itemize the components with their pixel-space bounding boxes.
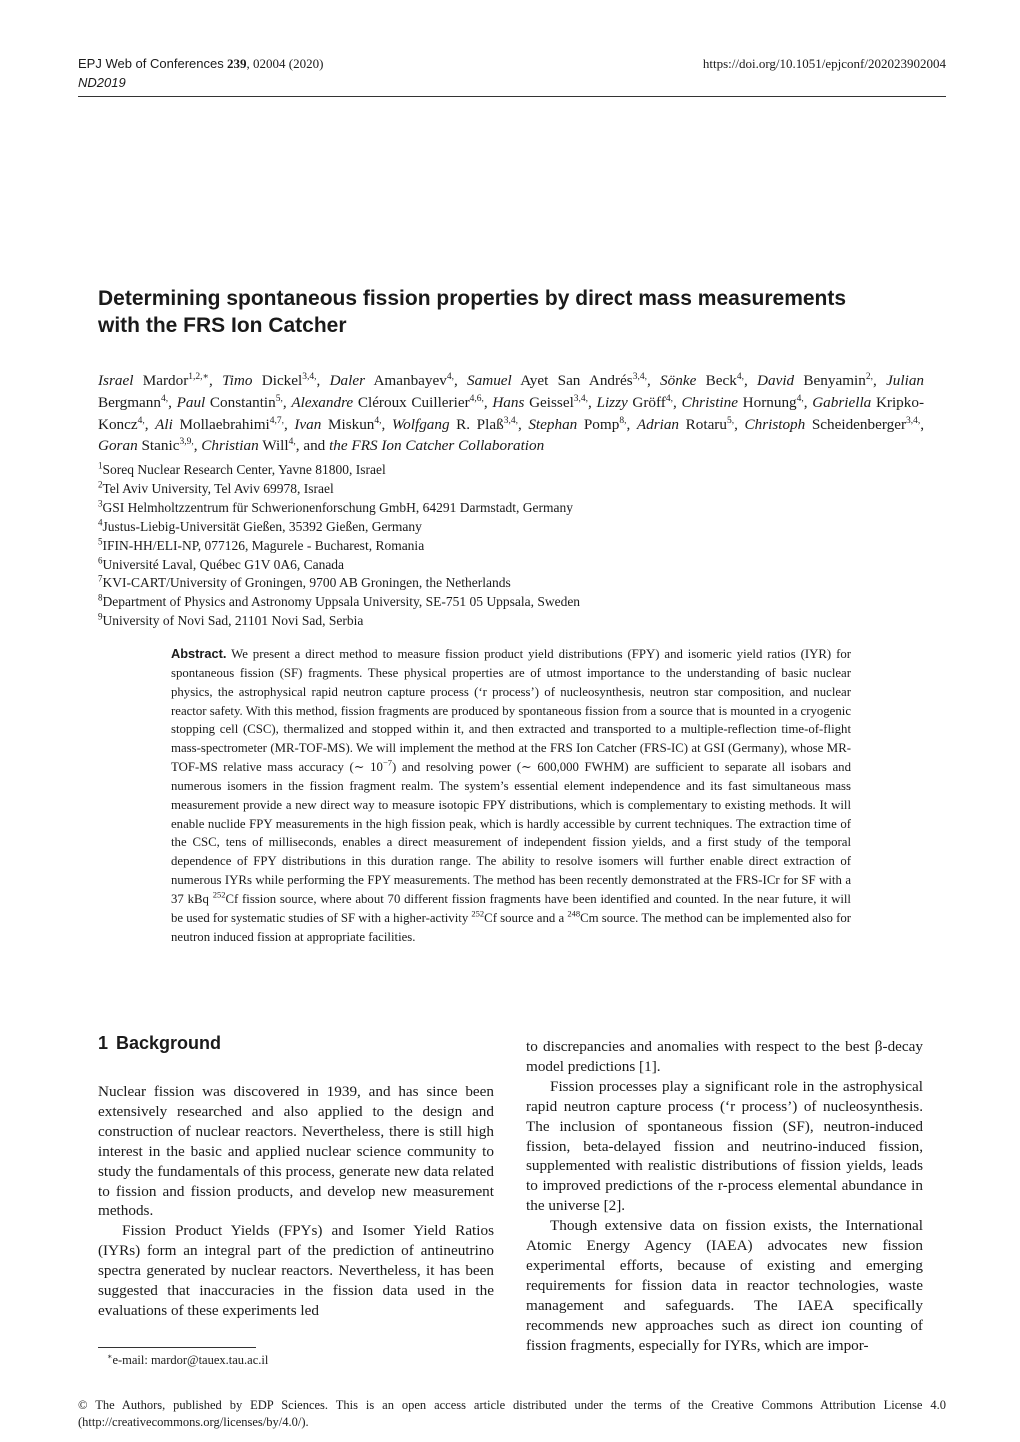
author	[660, 372, 744, 389]
author-first-name: Ali	[155, 415, 173, 433]
author-affiliation-mark: 8,	[619, 415, 627, 426]
body-paragraph: Though extensive data on fission exists, the International Atomic Energy Agency (IAEA) advocates new fission experimental efforts, because of existing and emerging requirements for fission data in reactor technologies, waste management and safeguards. The IAEA specifically recommends new approaches such as direct ion counting of fission fragments, especially for IYRs, which are impor-	[526, 1217, 923, 1354]
affiliation-number: 8	[98, 592, 103, 603]
journal-name: EPJ Web of Conferences	[78, 56, 224, 71]
author-last-name: Ayet San Andrés	[520, 372, 633, 389]
section-title: Background	[116, 1033, 222, 1053]
affiliation-text: Soreq Nuclear Research Center, Yavne 81800, Israel	[102, 462, 386, 477]
affiliation-text: KVI-CART/University of Groningen, 9700 AB Groningen, the Netherlands	[102, 575, 511, 591]
author	[222, 372, 316, 389]
author-first-name: Julian	[886, 372, 925, 389]
author-affiliation-mark: 4,	[736, 371, 744, 382]
author-first-name: Daler	[329, 372, 365, 389]
author-last-name: Dickel	[261, 372, 303, 389]
collaboration-name: the FRS Ion Catcher Collaboration	[329, 437, 545, 455]
author-last-name: Will	[262, 437, 289, 455]
author-first-name: Alexandre	[291, 393, 354, 411]
affiliation-number: 9	[98, 611, 103, 622]
affiliation	[98, 480, 580, 499]
author	[681, 394, 803, 411]
author	[98, 437, 194, 454]
author	[98, 372, 209, 389]
affiliation-text: University of Novi Sad, 21101 Novi Sad, Serbia	[102, 613, 364, 629]
author-last-name: Mardor	[142, 372, 189, 389]
body-paragraph: Nuclear fission was discovered in 1939, and has since been extensively researched and also applied to the design and construction of nuclear reactors. Nevertheless, there is still high interest in the basic and applied nuclear science community to study the fundamentals of this process, generate new data related to fission and fission products, and develop new measurement methods.	[98, 1083, 494, 1220]
author-affiliation-mark: 4,	[374, 415, 382, 426]
footnote-email[interactable]: e-mail: mardor@tauex.tau.ac.il	[112, 1353, 269, 1368]
body-paragraph: Fission processes play a significant role in the astrophysical rapid neutron capture process (‘r process’) of nucleosynthesis. The inclusion of spontaneous fission (SF), neutron-induced fission, beta-delayed fission and neutrino-induced fission, supplemented with realistic distributions of fission yields, leads to improved predictions of the r-process elemental abundance in the universe [2].	[526, 1077, 923, 1215]
author-affiliation-mark: 3,4,	[573, 393, 589, 404]
author-first-name: Paul	[176, 393, 206, 411]
author-last-name: Stanic	[141, 437, 180, 455]
article-number: , 02004 (2020)	[246, 56, 324, 71]
author-affiliation-mark: 3,4,	[632, 371, 647, 382]
abstract	[171, 645, 851, 947]
abstract-superscript: 252	[471, 908, 485, 919]
author-last-name: Constantin	[209, 393, 276, 411]
abstract-text: Cm source. The method can be implemented also for neutron induced fission at appropriate facilities.	[171, 910, 851, 944]
author-affiliation-mark: 3,4,	[302, 371, 317, 382]
footnote-divider	[98, 1347, 256, 1348]
affiliation-number: 7	[98, 573, 103, 584]
footnote	[107, 1352, 268, 1368]
author	[492, 394, 588, 411]
author	[201, 437, 295, 454]
author-affiliation-mark: 1,2,∗	[188, 371, 209, 382]
author-affiliation-mark: 4,	[665, 393, 673, 404]
author-affiliation-mark: 3,9,	[179, 437, 194, 448]
author	[155, 416, 284, 433]
author-last-name: Gröff	[632, 393, 666, 411]
affiliation-text: Justus-Liebig-Universität Gießen, 35392 Gießen, Germany	[102, 518, 422, 534]
author-first-name: Israel	[98, 372, 134, 389]
author-last-name: Beck	[705, 372, 737, 389]
author-last-name: Rotaru	[685, 415, 727, 433]
affiliation-number: 1	[98, 460, 103, 471]
author-affiliation-mark: 5,	[275, 393, 283, 404]
journal-volume: 239	[226, 56, 247, 71]
abstract-text: ) and resolving power (∼ 600,000 FWHM) are sufficient to separate all isobars and numerous isomers in the fission fragment realm. The system’s essential element independence and its fast simultaneous mass measurement provide a new direct way to measure isotopic FPY distributions, which is complementary to existing methods. It will enable nuclide FPY measurements in the high fission peak, which is hardly accessible by current techniques. The extraction time of the CSC, tens of milliseconds, enables a direct measurement of independent fission yields, and a first study of the temporal dependence of FPY distributions in this duration range. The ability to resolve isomers will further enable direct extraction of numerous IYRs while performing the FPY measurements. The method has been recently demonstrated at the FRS-ICr for SF with a 37 kBq	[171, 760, 851, 906]
running-header	[78, 56, 946, 90]
affiliation	[98, 556, 580, 575]
author	[467, 372, 647, 389]
author	[392, 416, 518, 433]
affiliation-list	[98, 461, 580, 631]
section-number: 1	[98, 1033, 109, 1053]
abstract-text: Cf source and a	[484, 910, 568, 925]
body-column-left	[98, 1082, 494, 1321]
footnote-mark: ∗	[107, 1352, 113, 1361]
affiliation-number: 4	[98, 517, 103, 528]
abstract-superscript: 252	[212, 889, 226, 900]
author-last-name: Benyamin	[803, 372, 866, 389]
author	[291, 394, 484, 411]
author-affiliation-mark: 4,7,	[269, 415, 284, 426]
affiliation-number: 3	[98, 498, 103, 509]
author-affiliation-mark: 4,	[161, 393, 169, 404]
doi-link[interactable]: https://doi.org/10.1051/epjconf/202023902004	[702, 56, 946, 71]
author-last-name: Cléroux Cuillerier	[357, 393, 470, 411]
author-last-name: Amanbayev	[373, 372, 447, 389]
affiliation	[98, 612, 580, 631]
affiliation	[98, 574, 580, 593]
author-affiliation-mark: 2,	[865, 371, 873, 382]
author-first-name: Adrian	[636, 415, 680, 433]
affiliation	[98, 593, 580, 612]
affiliation-text: Tel Aviv University, Tel Aviv 69978, Israel	[102, 480, 334, 496]
author-affiliation-mark: 5,	[726, 415, 735, 426]
author-first-name: Stephan	[528, 415, 578, 433]
author-last-name: Miskun	[327, 415, 375, 433]
author-affiliation-mark: 3,4,	[503, 415, 518, 426]
body-paragraph: Fission Product Yields (FPYs) and Isomer Yield Ratios (IYRs) form an integral part of the prediction of antineutrino spectra generated by nuclear reactors. Nevertheless, it has been suggested that inaccuracies in the fission data used in the evaluations of these experiments led	[98, 1222, 494, 1319]
author	[757, 372, 873, 389]
body-paragraph: to discrepancies and anomalies with respect to the best β-decay model predictions [1].	[526, 1038, 923, 1075]
author-first-name: Wolfgang	[391, 415, 450, 433]
author	[637, 416, 734, 433]
author-last-name: Hornung	[742, 393, 797, 411]
affiliation-number: 6	[98, 555, 103, 566]
author-last-name: Scheidenberger	[811, 415, 907, 433]
abstract-superscript: 248	[567, 908, 581, 919]
author	[177, 394, 283, 411]
author-last-name: R. Plaß	[456, 415, 504, 433]
author-affiliation-mark: 4,	[446, 371, 454, 382]
author-list: Israel Mardor$^{1,2,∗}$, Timo Dickel$^{3,4,}$, Daler Amanbayev$^{4,}$, Samuel Ayet San Andrés$^{3,4,}$, Sönke Beck$^{4,}$, David Benyamin$^{2,}$, Julian Bergmann$^{4,}$, Paul Constantin$^{5,}$, Alexandre Cléroux Cuillerier$^{4,6,}$, Hans Geissel$^{3,4,}$, Lizzy Gröff$^{4,}$, Christine Hornung$^{4,}$, Gabriella Kripko-Koncz$^{4,}$, Ali Mollaebrahimi$^{4,7,}$, Ivan Miskun$^{4,}$, Wolfgang R. Plaß$^{3,4,}$, Stephan Pomp$^{8,}$, Adrian Rotaru$^{5,}$, Christoph Scheidenberger$^{3,4,}$, Goran Stanic$^{3,9,}$, Christian Will$^{4,}$, and the FRS Ion Catcher Collaboration	[98, 371, 925, 455]
affiliation-text: Université Laval, Québec G1V 0A6, Canada	[102, 556, 345, 572]
title-line: Determining spontaneous fission properties by direct mass measurements	[98, 287, 847, 310]
affiliation-text: GSI Helmholtzzentrum für Schwerionenforschung GmbH, 64291 Darmstadt, Germany	[102, 499, 574, 515]
author	[597, 394, 673, 411]
author-last-name: Mollaebrahimi	[179, 415, 270, 433]
abstract-text: We present a direct method to measure fission product yield distributions (FPY) and isomeric yield ratios (IYR) for spontaneous fission (SF) fragments. These physical properties are of utmost importance to the understanding of basic nuclear physics, the astrophysical rapid neutron capture process (‘r process’) of nucleosynthesis, neutron star composition, and nuclear reactor safety. With this method, fission fragments are produced by spontaneous fission from a source that is mounted in a cryogenic stopping cell (CSC), thermalized and stopped within it, and then extracted and transported to a multiple-reflection time-of-flight mass-spectrometer (MR-TOF-MS). We will implement the method at the FRS Ion Catcher (FRS-IC) at GSI (Germany), whose MR-TOF-MS relative mass accuracy (∼ 10	[171, 647, 851, 775]
paper-title	[98, 285, 938, 339]
affiliation	[98, 499, 580, 518]
title-line: with the FRS Ion Catcher	[98, 314, 347, 337]
author-first-name: Lizzy	[596, 393, 628, 411]
author	[330, 372, 454, 389]
affiliation-number: 2	[98, 479, 103, 490]
author-last-name: Pomp	[583, 415, 620, 433]
author-affiliation-mark: 3,4,	[906, 415, 921, 426]
author-last-name: Bergmann	[98, 393, 161, 411]
author-first-name: Christian	[201, 437, 259, 455]
author-last-name: Kripko-Koncz	[98, 393, 925, 433]
author-first-name: Hans	[492, 393, 525, 411]
affiliation	[98, 518, 580, 537]
author-first-name: Sönke	[660, 372, 697, 389]
affiliation-text: IFIN-HH/ELI-NP, 077126, Magurele - Bucharest, Romania	[102, 537, 425, 553]
author-affiliation-mark: 4,	[796, 393, 804, 404]
abstract-label: Abstract.	[171, 646, 227, 661]
affiliation	[98, 461, 580, 480]
affiliation	[98, 537, 580, 556]
author-last-name: Geissel	[529, 393, 574, 411]
author-affiliation-mark: 4,	[137, 415, 145, 426]
affiliation-text: Department of Physics and Astronomy Uppsala University, SE-751 05 Uppsala, Sweden	[102, 594, 581, 610]
author-first-name: Gabriella	[812, 393, 872, 411]
conference-name: ND2019	[78, 75, 126, 90]
header-divider	[78, 96, 946, 97]
author-first-name: Samuel	[467, 372, 512, 389]
author-first-name: Timo	[222, 372, 253, 389]
author-first-name: Ivan	[294, 415, 322, 433]
author-first-name: Christine	[681, 393, 738, 411]
license-notice: © The Authors, published by EDP Sciences. This is an open access article distributed under the terms of the Creative Commons Attribution License 4.0 (http://creativecommons.org/licenses/by/4.0/).	[78, 1398, 946, 1429]
author-list-conjunction: , and	[295, 437, 330, 455]
abstract-superscript: −7	[382, 757, 392, 768]
author-first-name: Christoph	[744, 415, 806, 433]
affiliation-number: 5	[98, 536, 103, 547]
author	[528, 416, 626, 433]
journal-citation	[78, 56, 323, 72]
author-first-name: Goran	[98, 437, 138, 455]
section-heading	[98, 1033, 221, 1054]
author	[294, 416, 381, 433]
author	[744, 416, 920, 433]
author-first-name: David	[757, 372, 795, 389]
author-affiliation-mark: 4,	[288, 437, 296, 448]
abstract-text: Cf fission source, where about 70 different fission fragments have been identified and counted. In the near future, it will be used for systematic studies of SF with a higher-activity	[171, 891, 851, 925]
author-affiliation-mark: 4,6,	[469, 393, 484, 404]
body-column-right	[526, 1037, 923, 1356]
